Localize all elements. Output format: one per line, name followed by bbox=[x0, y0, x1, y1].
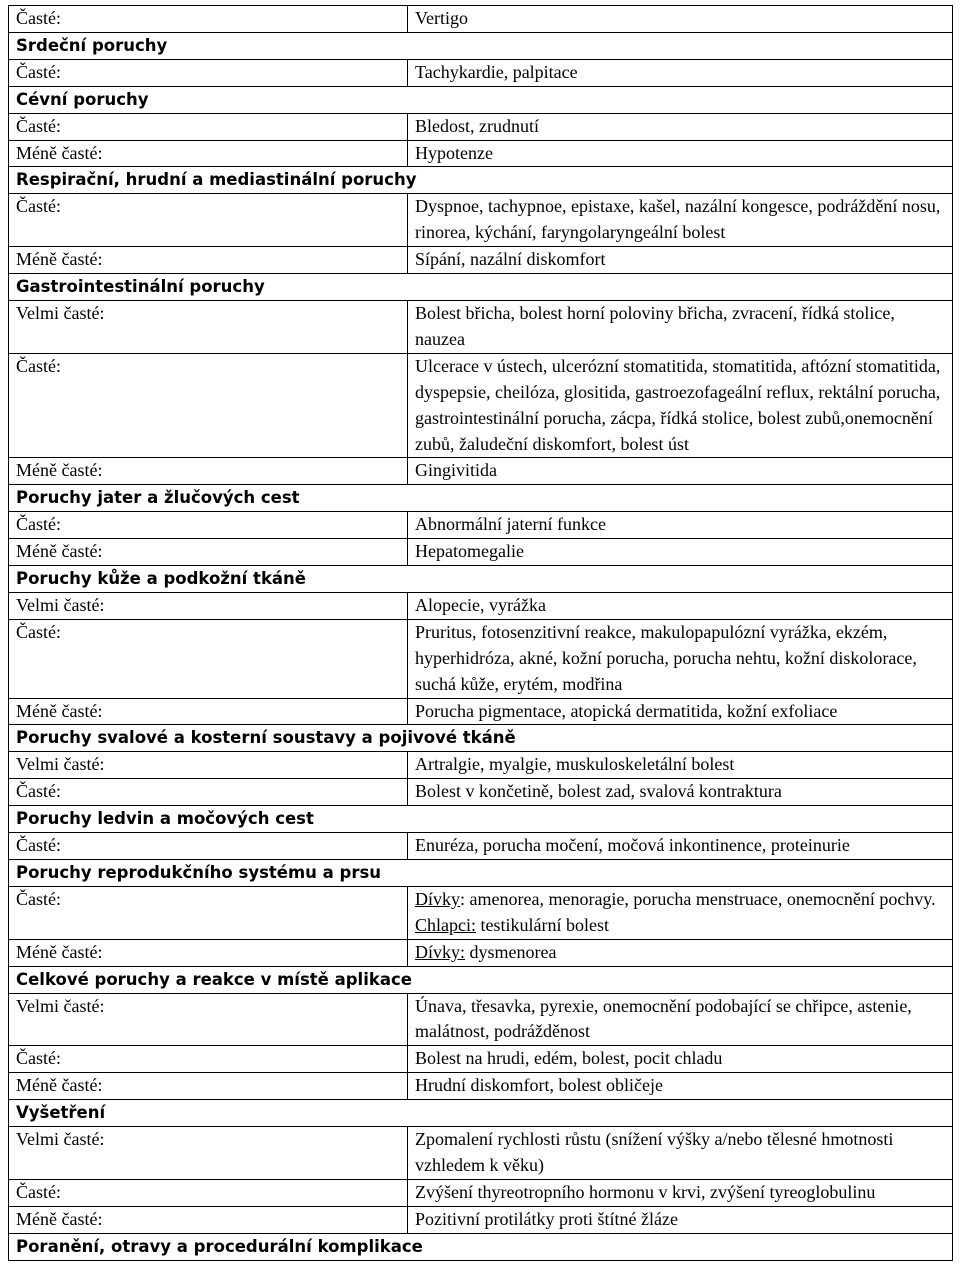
reaction-description: Tachykardie, palpitace bbox=[408, 59, 953, 86]
reaction-description: Bledost, zrudnutí bbox=[408, 113, 953, 140]
organ-class-heading: Gastrointestinální poruchy bbox=[9, 274, 953, 301]
frequency-label: Méně časté: bbox=[9, 939, 408, 966]
organ-class-row bbox=[9, 806, 953, 833]
reaction-description: Enuréza, porucha močení, močová inkontinence, proteinurie bbox=[408, 833, 953, 860]
organ-class-heading: Poranění, otravy a procedurální komplikace bbox=[9, 1233, 953, 1260]
adverse-reactions-table-body bbox=[9, 6, 953, 1261]
reaction-description: Pruritus, fotosenzitivní reakce, makulopapulózní vyrážka, ekzém, hyperhidróza, akné, kožní porucha, porucha nehtu, kožní diskolorace, suchá kůže, erytém, modřina bbox=[408, 619, 953, 698]
reaction-row bbox=[9, 779, 953, 806]
frequency-label: Časté: bbox=[9, 779, 408, 806]
frequency-label: Časté: bbox=[9, 353, 408, 458]
reaction-description: Zpomalení rychlosti růstu (snížení výšky a/nebo tělesné hmotnosti vzhledem k věku) bbox=[408, 1127, 953, 1180]
organ-class-heading: Vyšetření bbox=[9, 1100, 953, 1127]
reaction-row bbox=[9, 140, 953, 167]
reaction-description: Abnormální jaterní funkce bbox=[408, 512, 953, 539]
organ-class-heading: Poruchy svalové a kosterní soustavy a pojivové tkáně bbox=[9, 725, 953, 752]
reaction-row bbox=[9, 1046, 953, 1073]
reaction-row bbox=[9, 886, 953, 939]
frequency-label: Časté: bbox=[9, 194, 408, 247]
frequency-label: Méně časté: bbox=[9, 458, 408, 485]
frequency-label: Velmi časté: bbox=[9, 752, 408, 779]
frequency-label: Časté: bbox=[9, 113, 408, 140]
organ-class-heading: Poruchy ledvin a močových cest bbox=[9, 806, 953, 833]
organ-class-row bbox=[9, 966, 953, 993]
reaction-row bbox=[9, 619, 953, 698]
reaction-row bbox=[9, 592, 953, 619]
reaction-description: Sípání, nazální diskomfort bbox=[408, 247, 953, 274]
frequency-label: Časté: bbox=[9, 512, 408, 539]
organ-class-row bbox=[9, 1233, 953, 1260]
organ-class-row bbox=[9, 1100, 953, 1127]
reaction-description: Ulcerace v ústech, ulcerózní stomatitida, stomatitida, aftózní stomatitida, dyspepsie, cheilóza, glositida, gastroezofageální reflux, rektální porucha, gastrointestinální porucha, zácpa, řídká stolice, bolest zubů,onemocnění zubů, žaludeční diskomfort, bolest úst bbox=[408, 353, 953, 458]
organ-class-heading: Poruchy jater a žlučových cest bbox=[9, 485, 953, 512]
organ-class-row bbox=[9, 32, 953, 59]
reaction-row bbox=[9, 1073, 953, 1100]
reaction-description: Bolest na hrudi, edém, bolest, pocit chladu bbox=[408, 1046, 953, 1073]
organ-class-row bbox=[9, 485, 953, 512]
organ-class-row bbox=[9, 274, 953, 301]
frequency-label: Velmi časté: bbox=[9, 300, 408, 353]
organ-class-heading: Poruchy reprodukčního systému a prsu bbox=[9, 860, 953, 887]
text-segment: dysmenorea bbox=[465, 941, 557, 962]
organ-class-row bbox=[9, 725, 953, 752]
reaction-row bbox=[9, 939, 953, 966]
frequency-label: Časté: bbox=[9, 1179, 408, 1206]
underlined-text: Dívky: bbox=[415, 941, 466, 962]
reaction-description: Bolest v končetině, bolest zad, svalová kontraktura bbox=[408, 779, 953, 806]
reaction-row bbox=[9, 512, 953, 539]
reaction-row bbox=[9, 300, 953, 353]
frequency-label: Velmi časté: bbox=[9, 1127, 408, 1180]
reaction-description: Vertigo bbox=[408, 6, 953, 33]
organ-class-heading: Srdeční poruchy bbox=[9, 32, 953, 59]
frequency-label: Velmi časté: bbox=[9, 993, 408, 1046]
reaction-row bbox=[9, 6, 953, 33]
organ-class-row bbox=[9, 167, 953, 194]
adverse-reactions-table bbox=[8, 5, 953, 1261]
frequency-label: Časté: bbox=[9, 59, 408, 86]
reaction-description: Porucha pigmentace, atopická dermatitida, kožní exfoliace bbox=[408, 698, 953, 725]
reaction-description bbox=[408, 939, 953, 966]
organ-class-row bbox=[9, 566, 953, 593]
organ-class-heading: Respirační, hrudní a mediastinální poruchy bbox=[9, 167, 953, 194]
underlined-text: Dívky bbox=[415, 888, 460, 909]
organ-class-row bbox=[9, 86, 953, 113]
reaction-description: Bolest břicha, bolest horní poloviny břicha, zvracení, řídká stolice, nauzea bbox=[408, 300, 953, 353]
reaction-row bbox=[9, 458, 953, 485]
reaction-description: Hepatomegalie bbox=[408, 539, 953, 566]
reaction-row bbox=[9, 993, 953, 1046]
reaction-row bbox=[9, 539, 953, 566]
frequency-label: Méně časté: bbox=[9, 1073, 408, 1100]
reaction-row bbox=[9, 247, 953, 274]
reaction-description bbox=[408, 886, 953, 939]
reaction-description: Pozitivní protilátky proti štítné žláze bbox=[408, 1206, 953, 1233]
frequency-label: Časté: bbox=[9, 6, 408, 33]
frequency-label: Velmi časté: bbox=[9, 592, 408, 619]
frequency-label: Časté: bbox=[9, 886, 408, 939]
reaction-row bbox=[9, 59, 953, 86]
organ-class-heading: Celkové poruchy a reakce v místě aplikace bbox=[9, 966, 953, 993]
organ-class-heading: Poruchy kůže a podkožní tkáně bbox=[9, 566, 953, 593]
organ-class-row bbox=[9, 860, 953, 887]
text-segment: testikulární bolest bbox=[476, 914, 609, 935]
reaction-row bbox=[9, 353, 953, 458]
reaction-row bbox=[9, 113, 953, 140]
reaction-row bbox=[9, 194, 953, 247]
reaction-description: Dyspnoe, tachypnoe, epistaxe, kašel, nazální kongesce, podráždění nosu, rinorea, kýchání, faryngolaryngeální bolest bbox=[408, 194, 953, 247]
reaction-description: Hrudní diskomfort, bolest obličeje bbox=[408, 1073, 953, 1100]
reaction-row bbox=[9, 1127, 953, 1180]
reaction-description: Únava, třesavka, pyrexie, onemocnění podobající se chřipce, astenie, malátnost, podrážděnost bbox=[408, 993, 953, 1046]
frequency-label: Méně časté: bbox=[9, 539, 408, 566]
frequency-label: Méně časté: bbox=[9, 698, 408, 725]
reaction-row bbox=[9, 752, 953, 779]
frequency-label: Méně časté: bbox=[9, 140, 408, 167]
reaction-row bbox=[9, 1179, 953, 1206]
reaction-row bbox=[9, 698, 953, 725]
frequency-label: Časté: bbox=[9, 619, 408, 698]
reaction-description: Zvýšení thyreotropního hormonu v krvi, zvýšení tyreoglobulinu bbox=[408, 1179, 953, 1206]
frequency-label: Časté: bbox=[9, 1046, 408, 1073]
reaction-description: Artralgie, myalgie, muskuloskeletální bolest bbox=[408, 752, 953, 779]
organ-class-heading: Cévní poruchy bbox=[9, 86, 953, 113]
reaction-description: Alopecie, vyrážka bbox=[408, 592, 953, 619]
frequency-label: Časté: bbox=[9, 833, 408, 860]
reaction-description: Hypotenze bbox=[408, 140, 953, 167]
frequency-label: Méně časté: bbox=[9, 1206, 408, 1233]
underlined-text: Chlapci: bbox=[415, 914, 476, 935]
text-segment: : amenorea, menoragie, porucha menstruace, onemocnění pochvy. bbox=[460, 888, 936, 909]
reaction-description: Gingivitida bbox=[408, 458, 953, 485]
reaction-row bbox=[9, 833, 953, 860]
reaction-row bbox=[9, 1206, 953, 1233]
frequency-label: Méně časté: bbox=[9, 247, 408, 274]
